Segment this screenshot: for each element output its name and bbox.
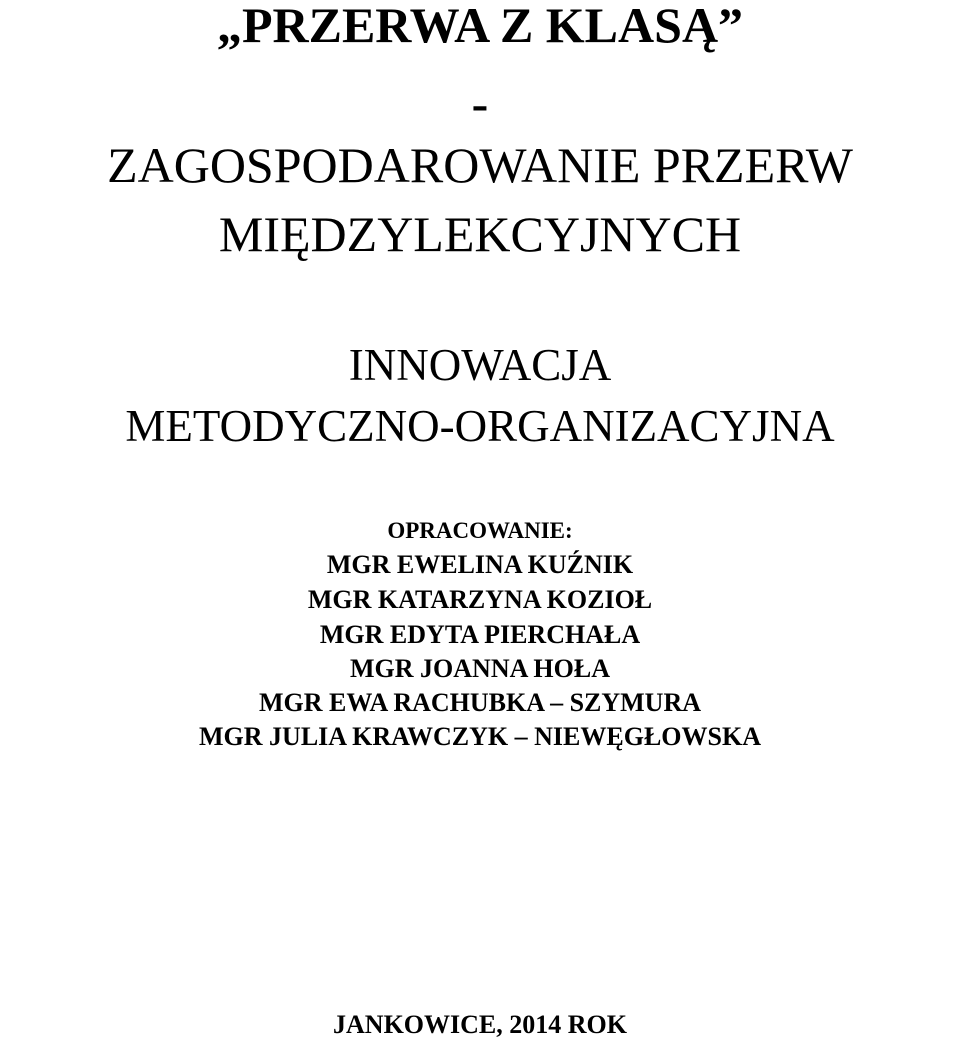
- place-and-year: JANKOWICE, 2014 ROK: [333, 1010, 627, 1039]
- title-dash: -: [471, 75, 489, 131]
- subtitle-line-2: METODYCZNO-ORGANIZACYJNA: [125, 401, 835, 451]
- document-title: „PRZERWA Z KLASĄ”: [216, 0, 744, 53]
- title-line-3: MIĘDZYLEKCYJNYCH: [218, 206, 742, 262]
- author-name: MGR JOANNA HOŁA: [350, 654, 610, 683]
- subtitle-line-1: INNOWACJA: [348, 340, 612, 390]
- author-name: MGR JULIA KRAWCZYK – NIEWĘGŁOWSKA: [199, 722, 761, 751]
- authors-heading: OPRACOWANIE:: [387, 518, 573, 543]
- author-name: MGR EWA RACHUBKA – SZYMURA: [258, 688, 702, 717]
- title-line-2: ZAGOSPODAROWANIE PRZERW: [107, 137, 853, 193]
- author-name: MGR EWELINA KUŹNIK: [326, 550, 634, 579]
- author-name: MGR EDYTA PIERCHAŁA: [319, 620, 641, 649]
- author-name: MGR KATARZYNA KOZIOŁ: [307, 585, 653, 614]
